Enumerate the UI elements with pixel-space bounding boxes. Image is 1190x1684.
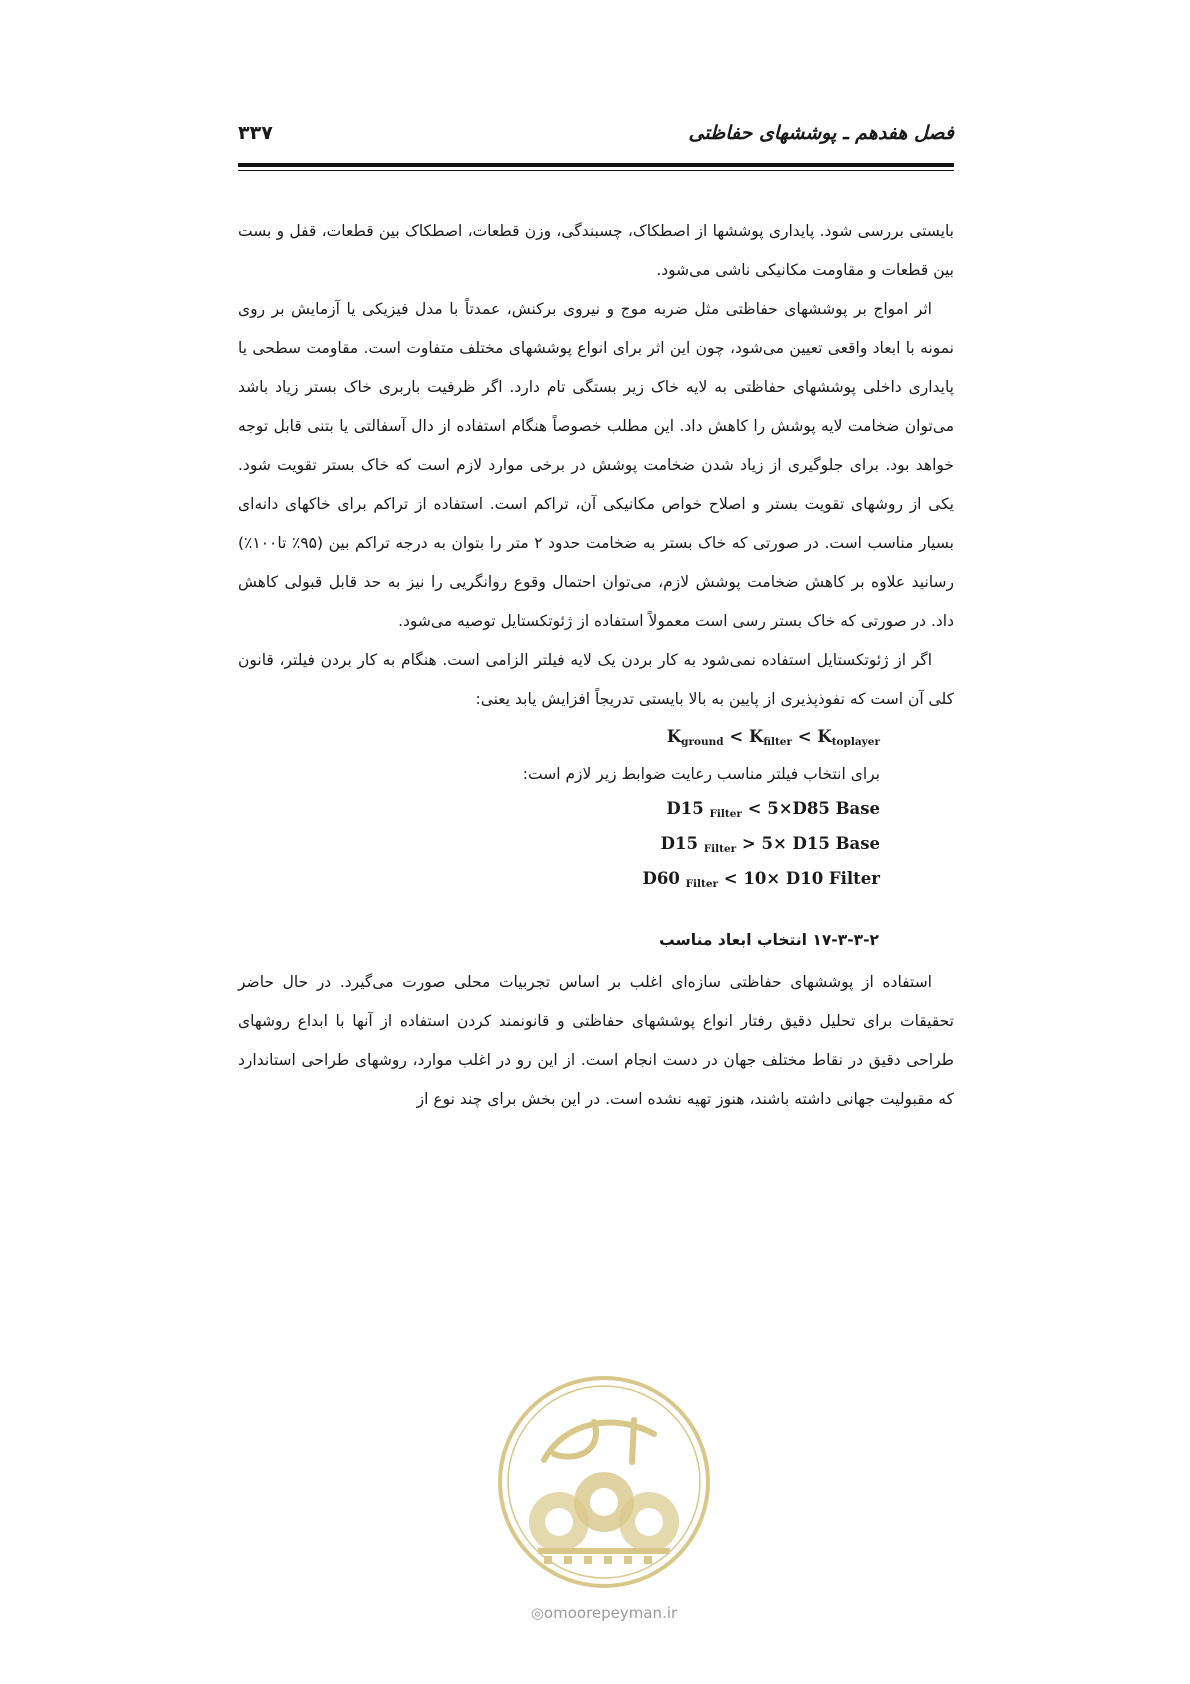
watermark-site: ◎omoorepeyman.ir <box>530 1604 678 1622</box>
page-header <box>238 122 954 152</box>
criterion-formula: D15 $_{Filter}$ < 5×D85 Base <box>666 799 880 820</box>
paragraph: استفاده از پوششهای حفاظتی سازه‌ای اغلب بر اساس تجربیات محلی صورت می‌گیرد. در حال حاضر تحقیقات برای تحلیل دقیق رفتار انواع پوششهای حفاظتی و قانونمند کردن استفاده از آنها با ابداع روشهای طراحی دقیق در نقاط مختلف جهان در دست انجام است. از این رو در اغلب موارد، روشهای طراحی استاندارد که مقبولیت جهانی داشته باشند، هنوز تهیه نشده است. در این بخش برای چند نوع از <box>238 973 954 1108</box>
criterion-formula: D15 $_{Filter}$ > 5× D15 Base <box>660 834 880 855</box>
criterion-formula: D60 $_{Filter}$ < 10× D10 Filter <box>642 869 880 890</box>
site-logo-icon: ◎ <box>530 1604 544 1622</box>
criteria-intro: برای انتخاب فیلتر مناسب رعایت ضوابط زیر لازم است: <box>522 765 880 783</box>
paragraph: بایستی بررسی شود. پایداری پوششها از اصطکاک، چسبندگی، وزن قطعات، اصطکاک بین قطعات، قفل و بست بین قطعات و مقاومت مکانیکی ناشی می‌شود. <box>238 222 954 279</box>
section-heading: ۱۷-۳-۳-۲ انتخاب ابعاد مناسب <box>659 931 879 949</box>
permeability-formula: $K_{ground} < K_{filter} < K_{toplayer}$ <box>666 727 880 748</box>
filter-criteria <box>238 794 954 899</box>
header-rule-thick <box>238 163 954 167</box>
header-rule-thin <box>238 170 954 171</box>
watermark-logo-icon <box>484 1362 724 1602</box>
page-number: ۳۳۷ <box>238 122 273 144</box>
chapter-title: فصل هفدهم ـ پوششهای حفاظتی <box>688 122 954 144</box>
paragraph: اگر از ژئوتکستایل استفاده نمی‌شود به کار بردن یک لایه فیلتر الزامی است. هنگام به کار بردن فیلتر، قانون کلی آن است که نفوذپذیری از پایین به بالا بایستی تدریجاً افزایش یابد یعنی: <box>238 651 954 708</box>
paragraph: اثر امواج بر پوششهای حفاظتی مثل ضربه موج و نیروی برکنش، عمدتاً با مدل فیزیکی یا آزمایش بر روی نمونه با ابعاد واقعی تعیین می‌شود، چون این اثر برای انواع پوششهای مختلف متفاوت است. مقاومت سطحی یا پایداری داخلی پوششهای حفاظتی به لایه خاک زیر بستگی تام دارد. اگر ظرفیت باربری خاک بستر زیاد باشد می‌توان ضخامت لایه پوشش را کاهش داد. این مطلب خصوصاً هنگام استفاده از دال آسفالتی یا بتنی قابل توجه خواهد بود. برای جلوگیری از زیاد شدن ضخامت پوشش در برخی موارد لازم است که خاک بستر تقویت شود. یکی از روشهای تقویت بستر و اصلاح خواص مکانیکی آن، تراکم است. استفاده از تراکم برای خاکهای دانه‌ای بسیار مناسب است. در صورتی که خاک بستر به ضخامت حدود ۲ متر را بتوان به درجه تراکم بین (۹۵٪ تا۱۰۰٪) رسانید علاوه بر کاهش ضخامت پوشش لازم، می‌توان احتمال وقوع روانگریی را نیز به حد قابل قبولی کاهش داد. در صورتی که خاک بستر رسی است معمولاً استفاده از ژئوتکستایل توصیه می‌شود. <box>238 300 954 630</box>
body-text <box>238 212 954 1119</box>
